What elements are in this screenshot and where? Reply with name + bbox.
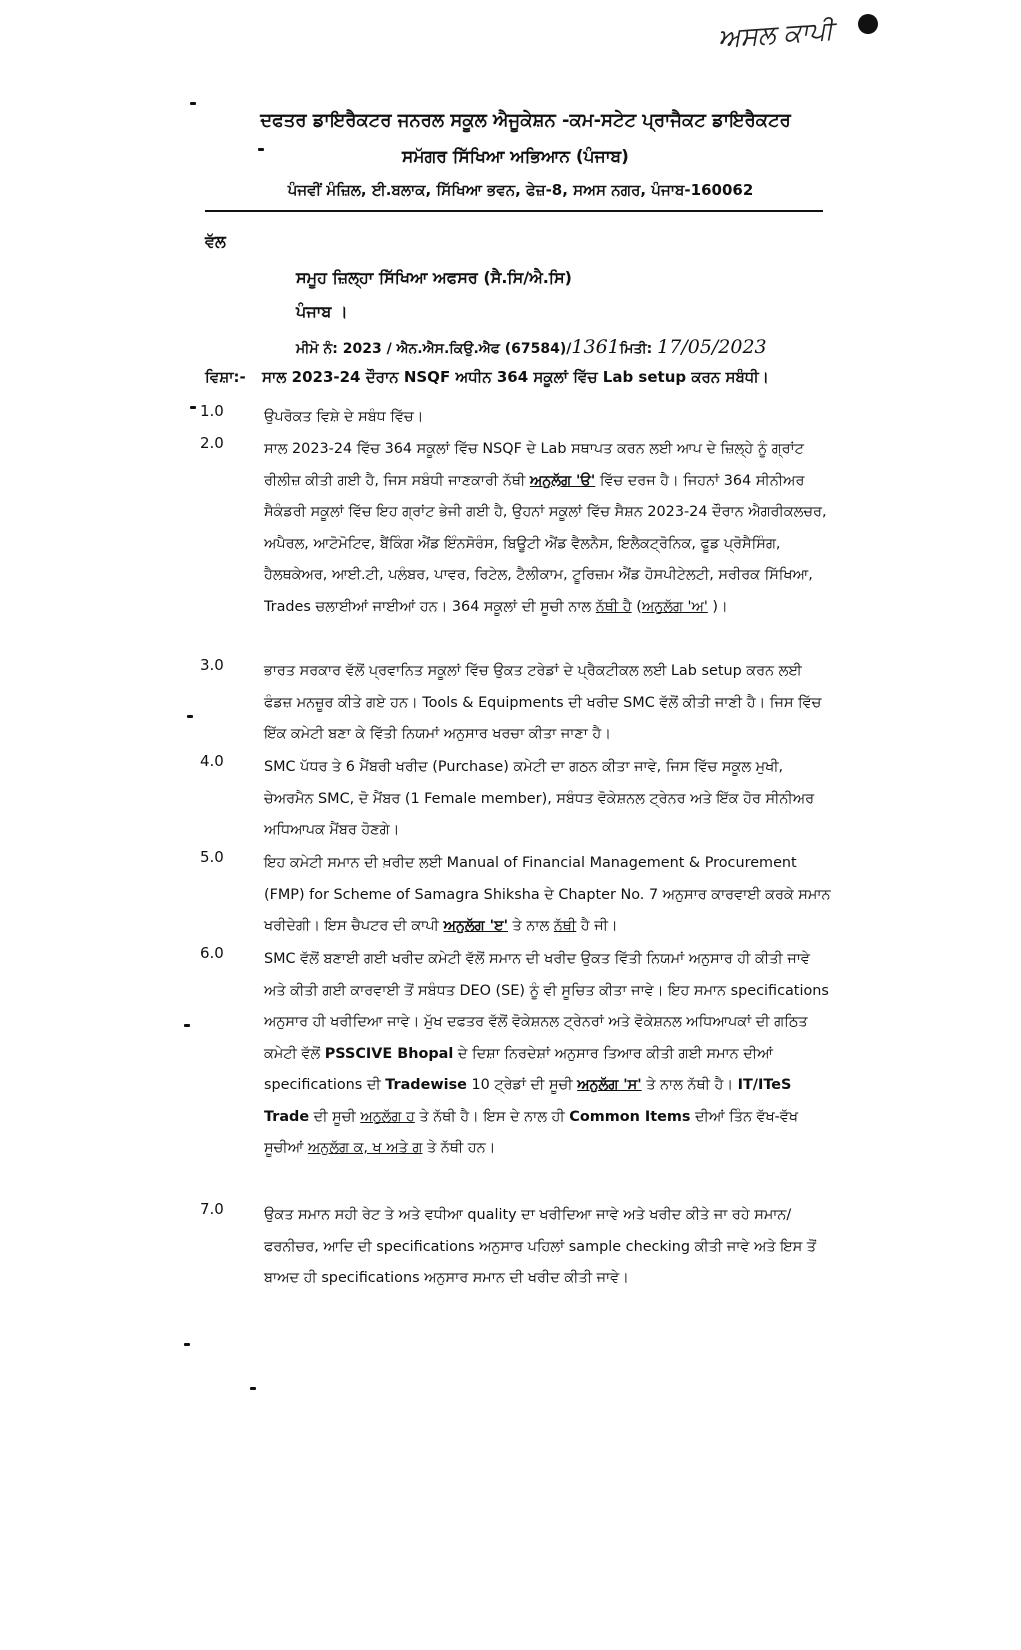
recipient: ਸਮੂਹ ਜ਼ਿਲ੍ਹਾ ਸਿੱਖਿਆ ਅਫਸਰ (ਸੈ.ਸਿ/ਐ.ਸਿ) — [296, 268, 572, 287]
bold-term: Common Items — [569, 1108, 691, 1125]
scan-speck — [184, 1343, 190, 1346]
annexure-ref: ਨੱਥੀ ਹੈ — [595, 598, 632, 615]
text-run: ਤੇ ਨੱਥੀ ਹਨ। — [422, 1140, 496, 1156]
text-run: ( — [631, 598, 642, 615]
text-run: ਦੇ ਦਿਸ਼ਾ ਨਿਰਦੇਸ਼ਾਂ ਅਨੁਸਾਰ ਤਿਆਰ ਕੀਤੀ ਗਈ ਸਮਾਨ ਦੀਆਂ specifications ਦੀ — [264, 1045, 773, 1093]
paragraph-number: 1.0 — [200, 402, 224, 420]
paragraph-text: ਭਾਰਤ ਸਰਕਾਰ ਵੱਲੋਂ ਪ੍ਰਵਾਨਿਤ ਸਕੂਲਾਂ ਵਿੱਚ ਉਕਤ ਟਰੇਡਾਂ ਦੇ ਪ੍ਰੈਕਟੀਕਲ ਲਈ Lab setup ਕਰਨ ਲਈ ਫੰਡਜ਼ ਮਨਜ਼ੂਰ ਕੀਤੇ ਗਏ ਹਨ। Tools & Equipments ਦੀ ਖਰੀਦ SMC ਵੱਲੋਂ ਕੀਤੀ ਜਾਣੀ ਹੈ। ਜਿਸ ਵਿੱਚ ਇੱਕ ਕਮੇਟੀ ਬਣਾ ਕੇ ਵਿੱਤੀ ਨਿਯਮਾਂ ਅਨੁਸਾਰ ਖਰਚਾ ਕੀਤਾ ਜਾਣਾ ਹੈ। — [264, 663, 822, 742]
annexure-ref: ਅਨੁਲੱਗ 'ਸ' — [577, 1077, 642, 1093]
annexure-ref: ਅਨੁਲੱਗ ਕ, ਖ ਅਤੇ ਗ — [307, 1140, 423, 1156]
paragraph-text: SMC ਪੱਧਰ ਤੇ 6 ਮੈਂਬਰੀ ਖਰੀਦ (Purchase) ਕਮੇਟੀ ਦਾ ਗਠਨ ਕੀਤਾ ਜਾਵੇ, ਜਿਸ ਵਿੱਚ ਸਕੂਲ ਮੁਖੀ, ਚੇਅਰਮੈਨ SMC, ਦੋ ਮੈਂਬਰ (1 Female member), ਸਬੰਧਤ ਵੋਕੇਸ਼ਨਲ ਟ੍ਰੇਨਰ ਅਤੇ ਇੱਕ ਹੋਰ ਸੀਨੀਅਰ ਅਧਿਆਪਕ ਮੈਂਬਰ ਹੋਣਗੇ। — [264, 759, 815, 838]
text-run: ਵਿੱਚ ਦਰਜ ਹੈ। ਜਿਹਨਾਂ 364 ਸੀਨੀਅਰ ਸੈਕੰਡਰੀ ਸਕੂਲਾਂ ਵਿੱਚ ਇਹ ਗ੍ਰਾਂਟ ਭੇਜੀ ਗਈ ਹੈ, ਉਹਨਾਂ ਸਕੂਲਾਂ ਵਿੱਚ ਸੈਸ਼ਨ 2023-24 ਦੌਰਾਨ ਐਗਰੀਕਲਚਰ, ਅਪੈਰਲ, ਆਟੋਮੋਟਿਵ, ਬੈਂਕਿੰਗ ਐਂਡ ਇੰਨਸੋਰੰਸ, ਬਿਊਟੀ ਐਂਡ ਵੈਲਨੈਸ, ਇਲੈਕਟ੍ਰੋਨਿਕ, ਫੂਡ ਪ੍ਰੋਸੈਸਿੰਗ, ਹੈਲਥਕੇਅਰ, ਆਈ.ਟੀ, ਪਲੰਬਰ, ਪਾਵਰ, ਰਿਟੇਲ, ਟੈਲੀਕਾਮ, ਟੂਰਿਜ਼ਮ ਐਂਡ ਹੋਸਪੀਟੇਲਟੀ, ਸਰੀਰਕ ਸਿੱਖਿਆ, Trades ਚਲਾਈਆਂ ਜਾਈਆਂ ਹਨ। 364 ਸਕੂਲਾਂ ਦੀ ਸੂਚੀ ਨਾਲ — [264, 472, 827, 615]
annexure-ref: ਨੱਥੀ — [553, 918, 577, 934]
scan-speck — [250, 1387, 256, 1390]
recipient-state: ਪੰਜਾਬ । — [296, 302, 348, 321]
bold-term: IT/ITeS Trade — [264, 1077, 792, 1125]
paragraph-number: 7.0 — [200, 1200, 224, 1218]
office-subtitle: ਸਮੱਗਰ ਸਿੱਖਿਆ ਅਭਿਆਨ (ਪੰਜਾਬ) — [402, 147, 629, 167]
office-address: ਪੰਜਵੀਂ ਮੰਜ਼ਿਲ, ਈ.ਬਲਾਕ, ਸਿੱਖਿਆ ਭਵਨ, ਫੇਜ਼-8, ਸਅਸ ਨਗਰ, ਪੰਜਾਬ-160062 — [287, 181, 754, 199]
office-title: ਦਫਤਰ ਡਾਇਰੈਕਟਰ ਜਨਰਲ ਸਕੂਲ ਐਜੂਕੇਸ਼ਨ -ਕਮ-ਸਟੇਟ ਪ੍ਰਾਜੈਕਟ ਡਾਇਰੈਕਟਰ — [260, 110, 791, 131]
text-run: ਤੇ ਨਾਲ ਨੱਥੀ ਹੈ। — [641, 1077, 738, 1093]
handwritten-note: ਅਸਲ ਕਾਪੀ — [717, 16, 835, 54]
text-run: ਇਹ ਕਮੇਟੀ ਸਮਾਨ ਦੀ ਖ਼ਰੀਦ ਲਈ Manual of Financial Management & Procurement (FMP) for Scheme of Samagra Shiksha ਦੇ Chapter No. 7 ਅਨੁਸਾਰ ਕਾਰਵਾਈ ਕਰਕੇ ਸਮਾਨ ਖਰੀਦੇਗੀ। ਇਸ ਚੈਪਟਰ ਦੀ ਕਾਪੀ — [264, 855, 831, 934]
ink-stamp-mark — [858, 14, 878, 34]
memo-date-label: ਮਿਤੀ: — [619, 341, 653, 357]
paragraph-text — [264, 944, 834, 1165]
annexure-ref: ਅਨੁਲੱਗ 'ੳ' — [529, 472, 596, 489]
memo-date-handwritten: 17/05/2023 — [657, 336, 767, 358]
memo-line — [296, 336, 767, 358]
text-run: ਹੈ ਜੀ। — [576, 918, 618, 934]
scan-speck — [190, 102, 196, 105]
annexure-ref: ਅਨੁਲੱਗ 'ੲ' — [443, 918, 508, 934]
scan-speck — [184, 1024, 190, 1027]
paragraph-number: 6.0 — [200, 944, 224, 962]
scan-speck — [187, 715, 193, 718]
bold-term: Tradewise — [385, 1077, 467, 1093]
to-label: ਵੱਲ — [205, 232, 226, 251]
text-run: ਦੀਆਂ ਤਿੰਨ ਵੱਖ-ਵੱਖ ਸੂਚੀਆਂ — [264, 1108, 798, 1156]
memo-number-handwritten: 1361 — [571, 336, 620, 358]
paragraph-number: 2.0 — [200, 434, 224, 452]
scan-speck — [258, 148, 264, 151]
text-run: ਤੇ ਨਾਲ — [507, 918, 554, 934]
paragraph-number: 5.0 — [200, 848, 224, 866]
paragraph-text — [264, 434, 834, 623]
text-run: ਤੇ ਨੱਥੀ ਹੈ। ਇਸ ਦੇ ਨਾਲ ਹੀ — [414, 1108, 570, 1125]
paragraph-text — [264, 848, 834, 943]
paragraph-number: 4.0 — [200, 752, 224, 770]
letterhead — [0, 110, 1021, 199]
subject-text: ਸਾਲ 2023-24 ਦੌਰਾਨ NSQF ਅਧੀਨ 364 ਸਕੂਲਾਂ ਵਿੱਚ Lab setup ਕਰਨ ਸਬੰਧੀ। — [262, 368, 769, 386]
memo-number-label: ਮੀਮੋ ਨੰ: 2023 / ਐਨ.ਐਸ.ਕਿਉ.ਐਫ (67584)/ — [296, 341, 572, 357]
paragraph-number: 3.0 — [200, 656, 224, 674]
text-run: )। — [707, 598, 728, 615]
text-run: SMC ਵੱਲੋਂ ਬਣਾਈ ਗਈ ਖਰੀਦ ਕਮੇਟੀ ਵੱਲੋਂ ਸਮਾਨ ਦੀ ਖਰੀਦ ਉਕਤ ਵਿੱਤੀ ਨਿਯਮਾਂ ਅਨੁਸਾਰ ਹੀ ਕੀਤੀ ਜਾਵੇ ਅਤੇ ਕੀਤੀ ਗਈ ਕਾਰਵਾਈ ਤੋਂ ਸਬੰਧਤ DEO (SE) ਨੂੰ ਵੀ ਸੂਚਿਤ ਕੀਤਾ ਜਾਵੇ। ਇਹ ਸਮਾਨ specifications ਅਨੁਸਾਰ ਹੀ ਖਰੀਦਿਆ ਜਾਵੇ। ਮੁੱਖ ਦਫਤਰ ਵੱਲੋਂ ਵੋਕੇਸ਼ਨਲ ਟ੍ਰੇਨਰਾਂ ਅਤੇ ਵੋਕੇਸ਼ਨਲ ਅਧਿਆਪਕਾਂ ਦੀ ਗਠਿਤ ਕਮੇਟੀ ਵੱਲੋਂ — [264, 951, 829, 1062]
header-divider — [205, 210, 823, 212]
text-run: ਸਾਲ 2023-24 ਵਿੱਚ 364 ਸਕੂਲਾਂ ਵਿੱਚ NSQF ਦੇ Lab ਸਥਾਪਤ ਕਰਨ ਲਈ ਆਪ ਦੇ ਜ਼ਿਲ੍ਹੇ ਨੂੰ ਗ੍ਰਾਂਟ ਰੀਲੀਜ਼ ਕੀਤੀ ਗਈ ਹੈ, ਜਿਸ ਸਬੰਧੀ ਜਾਣਕਾਰੀ ਨੱਥੀ — [264, 441, 804, 489]
scan-speck — [190, 406, 196, 409]
annexure-ref: ਅਨੁਲੱਗ ਹ — [360, 1108, 415, 1125]
text-run: ਦੀ ਸੂਚੀ — [309, 1108, 361, 1125]
text-run: 10 ਟ੍ਰੇਡਾਂ ਦੀ ਸੂਚੀ — [466, 1077, 578, 1093]
paragraph-text: ਉਪਰੋਕਤ ਵਿਸ਼ੇ ਦੇ ਸਬੰਧ ਵਿੱਚ। — [264, 409, 424, 425]
annexure-ref: ਅਨੁਲੱਗ 'ਅ' — [641, 598, 708, 615]
subject-label: ਵਿਸ਼ਾ:- — [205, 368, 246, 386]
bold-term: PSSCIVE Bhopal — [324, 1045, 454, 1062]
paragraph-text: ਉਕਤ ਸਮਾਨ ਸਹੀ ਰੇਟ ਤੇ ਅਤੇ ਵਧੀਆ quality ਦਾ ਖਰੀਦਿਆ ਜਾਵੇ ਅਤੇ ਖਰੀਦ ਕੀਤੇ ਜਾ ਰਹੇ ਸਮਾਨ/ਫਰਨੀਚਰ, ਆਦਿ ਦੀ specifications ਅਨੁਸਾਰ ਪਹਿਲਾਂ sample checking ਕੀਤੀ ਜਾਵੇ ਅਤੇ ਇਸ ਤੋਂ ਬਾਅਦ ਹੀ specifications ਅਨੁਸਾਰ ਸਮਾਨ ਦੀ ਖਰੀਦ ਕੀਤੀ ਜਾਵੇ। — [264, 1207, 817, 1286]
